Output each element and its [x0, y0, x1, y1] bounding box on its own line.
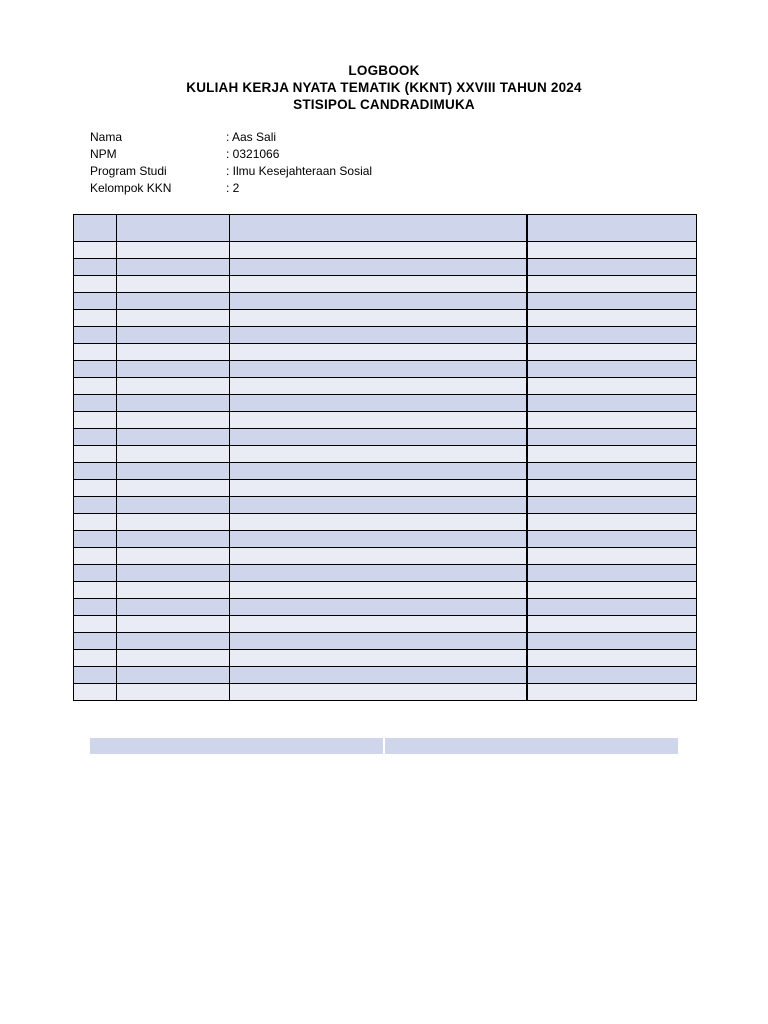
table-row — [74, 344, 697, 361]
table-row — [74, 463, 697, 480]
table-cell — [74, 616, 117, 633]
table-cell — [230, 531, 527, 548]
table-cell — [74, 429, 117, 446]
header-cell-remarks — [527, 215, 697, 242]
table-cell — [527, 378, 697, 395]
table-cell — [230, 344, 527, 361]
table-cell — [117, 616, 230, 633]
table-cell — [117, 650, 230, 667]
table-row — [74, 667, 697, 684]
table-cell — [527, 446, 697, 463]
table-row — [74, 412, 697, 429]
table-cell — [527, 514, 697, 531]
table-cell — [527, 531, 697, 548]
info-value: : 2 — [226, 181, 240, 195]
table-cell — [527, 582, 697, 599]
table-row — [74, 599, 697, 616]
table-cell — [527, 463, 697, 480]
table-cell — [117, 395, 230, 412]
table-cell — [230, 412, 527, 429]
table-cell — [230, 497, 527, 514]
table-row — [74, 327, 697, 344]
table-cell — [527, 684, 697, 701]
info-label: Nama — [90, 130, 123, 144]
table-cell — [230, 463, 527, 480]
table-cell — [74, 650, 117, 667]
footer-cell — [385, 738, 678, 754]
table-row — [74, 582, 697, 599]
table-cell — [74, 293, 117, 310]
table-row — [74, 361, 697, 378]
table-cell — [230, 327, 527, 344]
table-cell — [117, 480, 230, 497]
table-cell — [527, 276, 697, 293]
table-cell — [117, 548, 230, 565]
footer-band — [90, 738, 678, 754]
table-row — [74, 395, 697, 412]
table-cell — [230, 684, 527, 701]
table-header-row — [74, 215, 697, 242]
table-cell — [230, 616, 527, 633]
table-cell — [74, 565, 117, 582]
table-row — [74, 276, 697, 293]
title-line-3: STISIPOL CANDRADIMUKA — [293, 97, 475, 112]
table-cell — [230, 514, 527, 531]
table-row — [74, 446, 697, 463]
table-cell — [230, 276, 527, 293]
table-cell — [527, 565, 697, 582]
info-value: : Ilmu Kesejahteraan Sosial — [226, 164, 373, 178]
table-cell — [74, 599, 117, 616]
student-info — [90, 129, 372, 197]
table-cell — [230, 480, 527, 497]
table-row — [74, 616, 697, 633]
table-cell — [527, 395, 697, 412]
table-cell — [527, 650, 697, 667]
table-cell — [527, 429, 697, 446]
table-cell — [230, 293, 527, 310]
table-cell — [74, 633, 117, 650]
table-cell — [74, 531, 117, 548]
table-cell — [230, 667, 527, 684]
info-value: : Aas Sali — [226, 130, 277, 144]
table-cell — [230, 361, 527, 378]
table-cell — [527, 344, 697, 361]
table-cell — [527, 361, 697, 378]
table-cell — [74, 344, 117, 361]
table-cell — [230, 310, 527, 327]
table-cell — [117, 276, 230, 293]
table-cell — [230, 446, 527, 463]
table-cell — [117, 310, 230, 327]
table-cell — [117, 531, 230, 548]
table-cell — [230, 242, 527, 259]
table-cell — [527, 480, 697, 497]
table-cell — [117, 378, 230, 395]
table-cell — [117, 293, 230, 310]
table-cell — [117, 633, 230, 650]
table-row — [74, 650, 697, 667]
table-row — [74, 633, 697, 650]
table-cell — [74, 276, 117, 293]
table-cell — [230, 395, 527, 412]
info-value: : 0321066 — [226, 147, 280, 161]
table-body — [74, 242, 697, 701]
info-row-program-studi — [90, 163, 372, 180]
table-cell — [117, 582, 230, 599]
table-row — [74, 497, 697, 514]
table-row — [74, 684, 697, 701]
title-line-2: KULIAH KERJA NYATA TEMATIK (KKNT) XXVIII TAHUN 2024 — [186, 80, 582, 95]
table-cell — [117, 446, 230, 463]
header-cell-activity — [230, 215, 527, 242]
table-cell — [527, 259, 697, 276]
table-cell — [527, 548, 697, 565]
table-cell — [230, 650, 527, 667]
table-cell — [527, 412, 697, 429]
table-cell — [230, 565, 527, 582]
header-cell-date — [117, 215, 230, 242]
table-cell — [117, 429, 230, 446]
table-cell — [74, 582, 117, 599]
table-cell — [117, 412, 230, 429]
table-cell — [74, 378, 117, 395]
info-label: NPM — [90, 147, 117, 161]
table-cell — [74, 242, 117, 259]
table-cell — [117, 497, 230, 514]
table-cell — [230, 429, 527, 446]
table-row — [74, 259, 697, 276]
table-cell — [74, 446, 117, 463]
table-cell — [527, 633, 697, 650]
table-cell — [230, 599, 527, 616]
table-row — [74, 242, 697, 259]
table-row — [74, 310, 697, 327]
table-cell — [117, 684, 230, 701]
table-row — [74, 531, 697, 548]
table-cell — [74, 395, 117, 412]
table-cell — [527, 327, 697, 344]
title-line-1: LOGBOOK — [348, 63, 420, 78]
table-cell — [230, 259, 527, 276]
table-row — [74, 429, 697, 446]
info-row-kelompok — [90, 180, 372, 197]
info-row-nama — [90, 129, 372, 146]
table-cell — [74, 361, 117, 378]
table-row — [74, 565, 697, 582]
info-label: Kelompok KKN — [90, 181, 172, 195]
table-cell — [117, 463, 230, 480]
table-cell — [230, 582, 527, 599]
table-cell — [527, 667, 697, 684]
table-cell — [527, 497, 697, 514]
table-cell — [74, 684, 117, 701]
table-cell — [74, 514, 117, 531]
table-cell — [230, 548, 527, 565]
info-row-npm — [90, 146, 372, 163]
table-cell — [74, 548, 117, 565]
table-cell — [74, 667, 117, 684]
info-label: Program Studi — [90, 164, 167, 178]
table-cell — [117, 361, 230, 378]
table-row — [74, 548, 697, 565]
table-row — [74, 514, 697, 531]
table-cell — [74, 463, 117, 480]
footer-cell — [90, 738, 385, 754]
table-cell — [74, 497, 117, 514]
table-cell — [230, 633, 527, 650]
table-cell — [74, 310, 117, 327]
table-cell — [527, 242, 697, 259]
table-cell — [117, 242, 230, 259]
table-cell — [117, 259, 230, 276]
table-cell — [117, 599, 230, 616]
table-row — [74, 378, 697, 395]
table-cell — [527, 293, 697, 310]
table-cell — [117, 565, 230, 582]
table-row — [74, 480, 697, 497]
table-cell — [117, 514, 230, 531]
table-cell — [74, 412, 117, 429]
table-cell — [527, 599, 697, 616]
logbook-table — [73, 214, 697, 701]
table-cell — [527, 616, 697, 633]
header-cell-no — [74, 215, 117, 242]
table-cell — [74, 480, 117, 497]
table-cell — [117, 344, 230, 361]
table-cell — [230, 378, 527, 395]
table-cell — [74, 327, 117, 344]
table-cell — [527, 310, 697, 327]
table-cell — [117, 667, 230, 684]
table-row — [74, 293, 697, 310]
table-cell — [74, 259, 117, 276]
table-cell — [117, 327, 230, 344]
